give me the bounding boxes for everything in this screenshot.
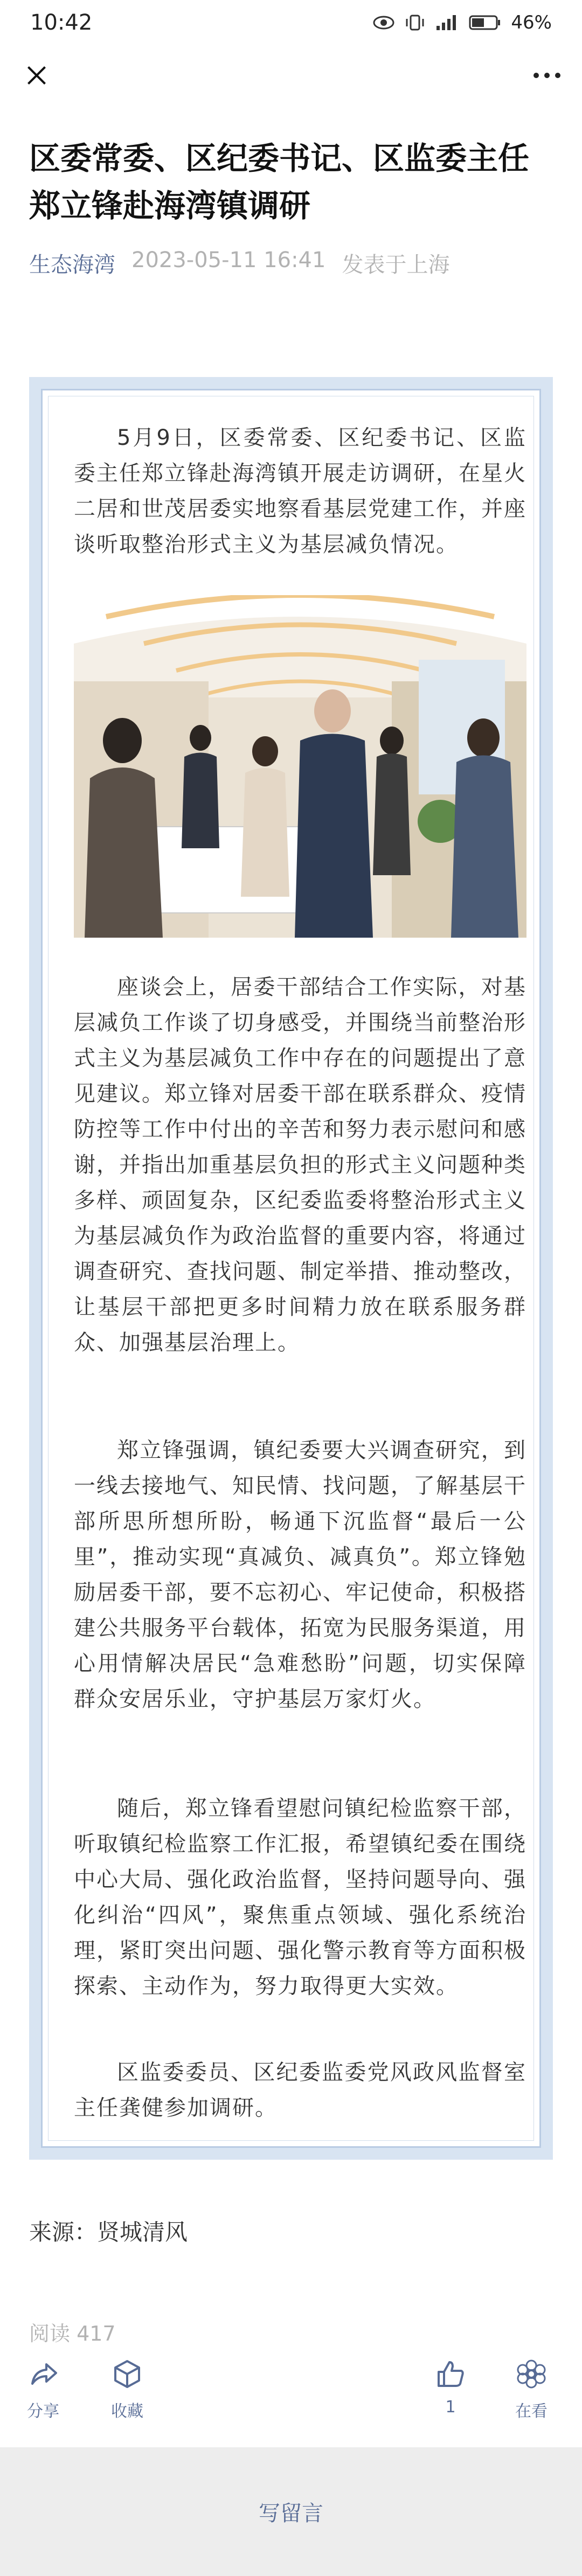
status-bar <box>0 0 582 45</box>
publish-datetime: 2023-05-11 16:41 <box>131 248 326 273</box>
status-icons <box>373 12 552 33</box>
paragraph-4: 随后，郑立锋看望慰问镇纪检监察干部，听取镇纪检监察工作汇报，希望镇纪委在围绕中心大局、强化政治监督，坚持问题导向、强化纠治“四风”，聚焦重点领域、强化系统治理，紧盯突出问题、强化警示教育等方面积极探索、主动作为，努力取得更大实效。 <box>74 1796 526 1999</box>
read-count: 阅读 417 <box>29 2322 116 2345</box>
close-icon[interactable] <box>22 60 52 90</box>
signal-icon <box>435 14 459 31</box>
battery-percent: 46% <box>511 12 552 33</box>
more-icon[interactable] <box>534 73 560 78</box>
photo-illustration <box>74 595 526 938</box>
publish-location: 发表于上海 <box>342 253 450 277</box>
action-row <box>0 2358 582 2433</box>
bottom-bar <box>0 2447 582 2576</box>
paragraph-1: 5月9日，区委常委、区纪委书记、区监委主任郑立锋赴海湾镇开展走访调研，在星火二居和世茂居委实地察看基层党建工作，并座谈听取整治形式主义为基层减负情况。 <box>74 425 526 557</box>
paragraph-2: 座谈会上，居委干部结合工作实际，对基层减负工作谈了切身感受，并围绕当前整治形式主义为基层减负工作中存在的问题提出了意见建议。郑立锋对居委干部在联系群众、疫情防控等工作中付出的辛苦和努力表示慰问和感谢，并指出加重基层负担的形式主义问题种类多样、顽固复杂，区纪委监委将整治形式主义为基层减负作为政治监督的重要内容，将通过调查研究、查找问题、制定举措、推动整改，让基层干部把更多时间精力放在联系服务群众、加强基层治理上。 <box>74 975 526 1355</box>
article-source: 来源：贤城清风 <box>29 2219 188 2245</box>
top-nav <box>0 45 582 106</box>
like-button[interactable] <box>434 2358 467 2417</box>
flower-icon <box>515 2358 548 2390</box>
write-comment-button[interactable]: 写留言 <box>259 2501 323 2526</box>
favorite-button[interactable] <box>111 2358 143 2421</box>
viewing-label: 在看 <box>515 2402 548 2421</box>
share-button[interactable] <box>27 2358 59 2421</box>
share-icon <box>27 2358 59 2390</box>
article-body <box>41 389 541 2148</box>
eye-icon <box>373 15 394 30</box>
thumbs-up-icon <box>434 2358 467 2390</box>
article-title: 区委常委、区纪委书记、区监委主任郑立锋赴海湾镇调研 <box>29 140 530 224</box>
article-photo[interactable] <box>74 595 526 938</box>
like-count: 1 <box>445 2398 456 2417</box>
article-frame <box>29 377 553 2160</box>
favorite-label: 收藏 <box>111 2402 143 2421</box>
vibrate-icon <box>404 14 426 31</box>
author-link[interactable]: 生态海湾 <box>29 253 115 277</box>
article-meta <box>29 248 449 278</box>
paragraph-3: 郑立锋强调，镇纪委要大兴调查研究，到一线去接地气、知民情、找问题，了解基层干部所思所想所盼，畅通下沉监督“最后一公里”，推动实现“真减负、减真负”。郑立锋勉励居委干部，要不忘初心、牢记使命，积极搭建公共服务平台载体，拓宽为民服务渠道，用心用情解决居民“急难愁盼”问题，切实保障群众安居乐业，守护基层万家灯火。 <box>74 1438 526 1712</box>
cube-icon <box>111 2358 143 2390</box>
share-label: 分享 <box>27 2402 59 2421</box>
paragraph-5: 区监委委员、区纪委监委党风政风监督室主任龚健参加调研。 <box>74 2060 526 2120</box>
battery-icon <box>469 14 501 31</box>
viewing-button[interactable] <box>515 2358 548 2421</box>
status-time: 10:42 <box>30 10 93 35</box>
